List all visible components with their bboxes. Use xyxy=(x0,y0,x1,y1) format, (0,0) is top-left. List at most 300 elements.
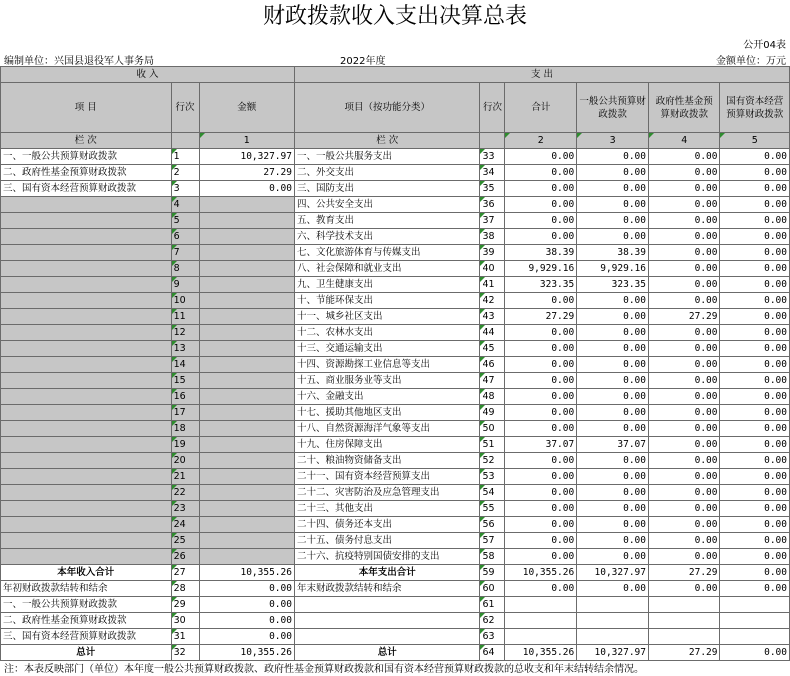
expense-item xyxy=(294,629,479,645)
income-item xyxy=(1,549,172,565)
income-seq: 4 xyxy=(171,197,199,213)
income-item xyxy=(1,245,172,261)
expense-amount-s: 0.00 xyxy=(720,645,790,661)
income-amount xyxy=(199,453,294,469)
table-row xyxy=(1,645,790,661)
table-row xyxy=(1,437,790,453)
table-row xyxy=(1,261,790,277)
expense-amount-s: 0.00 xyxy=(720,229,790,245)
page-title: 财政拨款收入支出决算总表 xyxy=(262,4,527,29)
income-seq: 13 xyxy=(171,341,199,357)
income-amount: 0.00 xyxy=(199,581,294,597)
expense-amount-f: 0.00 xyxy=(649,165,720,181)
expense-seq: 54 xyxy=(480,485,505,501)
expense-amount-t xyxy=(505,597,577,613)
expense-amount-s xyxy=(720,613,790,629)
expense-amount-g: 0.00 xyxy=(577,149,649,165)
expense-amount-t: 38.39 xyxy=(505,245,577,261)
expense-amount-t: 323.35 xyxy=(505,277,577,293)
income-amount xyxy=(199,469,294,485)
income-item xyxy=(1,405,172,421)
expense-amount-s: 0.00 xyxy=(720,437,790,453)
expense-amount-t: 0.00 xyxy=(505,421,577,437)
expense-amount-s: 0.00 xyxy=(720,501,790,517)
table-row xyxy=(1,325,790,341)
col-index-2: 2 xyxy=(505,133,577,149)
table-row xyxy=(1,181,790,197)
income-item xyxy=(1,533,172,549)
expense-amount-t: 0.00 xyxy=(505,341,577,357)
expense-amount-f: 0.00 xyxy=(649,325,720,341)
col-fund: 政府性基金预算财政拨款 xyxy=(649,83,720,133)
col-index-blank2 xyxy=(480,133,505,149)
expense-amount-t: 0.00 xyxy=(505,357,577,373)
income-item xyxy=(1,197,172,213)
income-item: 三、国有资本经营预算财政拨款 xyxy=(1,629,172,645)
expense-seq: 51 xyxy=(480,437,505,453)
income-amount xyxy=(199,373,294,389)
income-seq: 20 xyxy=(171,453,199,469)
income-seq: 17 xyxy=(171,405,199,421)
income-seq: 31 xyxy=(171,629,199,645)
income-amount: 10,327.97 xyxy=(199,149,294,165)
expense-amount-t: 0.00 xyxy=(505,229,577,245)
expense-amount-f: 0.00 xyxy=(649,261,720,277)
expense-amount-t: 0.00 xyxy=(505,485,577,501)
expense-amount-f: 27.29 xyxy=(649,645,720,661)
income-seq: 25 xyxy=(171,533,199,549)
table-row xyxy=(1,245,790,261)
expense-item: 九、卫生健康支出 xyxy=(294,277,479,293)
expense-amount-t: 0.00 xyxy=(505,181,577,197)
expense-amount-g: 0.00 xyxy=(577,309,649,325)
income-item xyxy=(1,373,172,389)
expense-amount-s: 0.00 xyxy=(720,197,790,213)
expense-seq: 53 xyxy=(480,469,505,485)
expense-amount-f: 0.00 xyxy=(649,373,720,389)
expense-amount-t: 0.00 xyxy=(505,517,577,533)
expense-amount-s: 0.00 xyxy=(720,165,790,181)
col-state: 国有资本经营预算财政拨款 xyxy=(720,83,790,133)
expense-item: 十一、城乡社区支出 xyxy=(294,309,479,325)
income-item: 本年收入合计 xyxy=(1,565,172,581)
table-row xyxy=(1,229,790,245)
expense-item: 总计 xyxy=(294,645,479,661)
expense-item: 六、科学技术支出 xyxy=(294,229,479,245)
expense-amount-s: 0.00 xyxy=(720,565,790,581)
expense-amount-f: 0.00 xyxy=(649,501,720,517)
expense-amount-g: 0.00 xyxy=(577,405,649,421)
income-seq: 8 xyxy=(171,261,199,277)
col-seq2: 行次 xyxy=(480,83,505,133)
table-row xyxy=(1,469,790,485)
income-amount xyxy=(199,549,294,565)
expense-amount-t: 0.00 xyxy=(505,325,577,341)
expense-item: 十六、金融支出 xyxy=(294,389,479,405)
expense-amount-t: 0.00 xyxy=(505,373,577,389)
expense-amount-t: 9,929.16 xyxy=(505,261,577,277)
expense-item: 十七、援助其他地区支出 xyxy=(294,405,479,421)
expense-amount-s: 0.00 xyxy=(720,261,790,277)
expense-seq: 43 xyxy=(480,309,505,325)
income-amount xyxy=(199,245,294,261)
expense-item: 十四、资源勘探工业信息等支出 xyxy=(294,357,479,373)
expense-amount-f: 0.00 xyxy=(649,149,720,165)
expense-amount-t: 10,355.26 xyxy=(505,645,577,661)
income-seq: 5 xyxy=(171,213,199,229)
col-index-label2: 栏 次 xyxy=(294,133,479,149)
expense-item: 十九、住房保障支出 xyxy=(294,437,479,453)
income-item xyxy=(1,485,172,501)
income-amount xyxy=(199,261,294,277)
expense-amount-g: 0.00 xyxy=(577,197,649,213)
expense-amount-t: 37.07 xyxy=(505,437,577,453)
expense-item xyxy=(294,597,479,613)
income-seq: 19 xyxy=(171,437,199,453)
income-item xyxy=(1,453,172,469)
col-index-blank xyxy=(171,133,199,149)
expense-amount-t: 0.00 xyxy=(505,405,577,421)
expense-amount-g: 9,929.16 xyxy=(577,261,649,277)
table-row xyxy=(1,389,790,405)
expense-amount-f: 0.00 xyxy=(649,293,720,309)
expense-item: 四、公共安全支出 xyxy=(294,197,479,213)
income-seq: 14 xyxy=(171,357,199,373)
income-amount: 27.29 xyxy=(199,165,294,181)
expense-seq: 59 xyxy=(480,565,505,581)
income-item xyxy=(1,517,172,533)
expense-amount-t: 0.00 xyxy=(505,581,577,597)
expense-seq: 62 xyxy=(480,613,505,629)
expense-amount-f: 0.00 xyxy=(649,405,720,421)
expense-seq: 64 xyxy=(480,645,505,661)
expense-amount-f: 0.00 xyxy=(649,357,720,373)
table-row xyxy=(1,309,790,325)
table-row xyxy=(1,453,790,469)
income-item xyxy=(1,213,172,229)
table-row xyxy=(1,581,790,597)
expense-amount-g xyxy=(577,613,649,629)
expense-item: 二十三、其他支出 xyxy=(294,501,479,517)
expense-amount-f: 27.29 xyxy=(649,309,720,325)
income-item xyxy=(1,341,172,357)
income-amount xyxy=(199,341,294,357)
col-item-func: 项目（按功能分类） xyxy=(294,83,479,133)
expense-item: 八、社会保障和就业支出 xyxy=(294,261,479,277)
table-code: 公开04表 xyxy=(743,40,786,51)
table-row xyxy=(1,149,790,165)
expense-seq: 44 xyxy=(480,325,505,341)
expense-amount-f: 0.00 xyxy=(649,277,720,293)
expense-amount-s: 0.00 xyxy=(720,341,790,357)
income-item: 一、一般公共预算财政拨款 xyxy=(1,149,172,165)
expense-amount-f: 0.00 xyxy=(649,581,720,597)
footnote: 注：本表反映部门（单位）本年度一般公共预算财政拨款、政府性基金预算财政拨款和国有资本经营预算财政拨款的总收支和年末结转结余情况。 xyxy=(4,664,644,675)
expense-amount-s: 0.00 xyxy=(720,421,790,437)
expense-amount-f: 0.00 xyxy=(649,229,720,245)
income-amount xyxy=(199,357,294,373)
expense-amount-g: 0.00 xyxy=(577,229,649,245)
expense-seq: 60 xyxy=(480,581,505,597)
income-amount: 0.00 xyxy=(199,629,294,645)
income-amount: 10,355.26 xyxy=(199,645,294,661)
expense-item: 一、一般公共服务支出 xyxy=(294,149,479,165)
expense-seq: 58 xyxy=(480,549,505,565)
income-item xyxy=(1,277,172,293)
expense-amount-s: 0.00 xyxy=(720,389,790,405)
expense-amount-g: 0.00 xyxy=(577,389,649,405)
expense-item: 二十二、灾害防治及应急管理支出 xyxy=(294,485,479,501)
income-seq: 9 xyxy=(171,277,199,293)
income-seq: 1 xyxy=(171,149,199,165)
expense-amount-s: 0.00 xyxy=(720,405,790,421)
expense-seq: 42 xyxy=(480,293,505,309)
expense-amount-g: 0.00 xyxy=(577,501,649,517)
expense-amount-f: 0.00 xyxy=(649,517,720,533)
expense-amount-f: 0.00 xyxy=(649,181,720,197)
expense-amount-g: 37.07 xyxy=(577,437,649,453)
expense-seq: 35 xyxy=(480,181,505,197)
expense-amount-t: 0.00 xyxy=(505,469,577,485)
table-row xyxy=(1,517,790,533)
income-amount xyxy=(199,389,294,405)
expense-item: 十八、自然资源海洋气象等支出 xyxy=(294,421,479,437)
income-amount: 0.00 xyxy=(199,613,294,629)
income-amount xyxy=(199,325,294,341)
expense-item: 二十一、国有资本经营预算支出 xyxy=(294,469,479,485)
expense-amount-g: 0.00 xyxy=(577,325,649,341)
income-seq: 23 xyxy=(171,501,199,517)
budget-table xyxy=(0,66,790,661)
expense-amount-f: 0.00 xyxy=(649,421,720,437)
income-item xyxy=(1,229,172,245)
income-item: 一、一般公共预算财政拨款 xyxy=(1,597,172,613)
table-row xyxy=(1,357,790,373)
expense-amount-f: 0.00 xyxy=(649,437,720,453)
expense-header: 支 出 xyxy=(294,67,789,83)
table-row xyxy=(1,293,790,309)
expense-seq: 47 xyxy=(480,373,505,389)
expense-seq: 48 xyxy=(480,389,505,405)
income-item xyxy=(1,469,172,485)
income-item xyxy=(1,437,172,453)
expense-amount-g: 0.00 xyxy=(577,469,649,485)
income-seq: 7 xyxy=(171,245,199,261)
table-row xyxy=(1,165,790,181)
expense-amount-g: 10,327.97 xyxy=(577,645,649,661)
expense-item: 本年支出合计 xyxy=(294,565,479,581)
expense-amount-t xyxy=(505,629,577,645)
expense-amount-s xyxy=(720,629,790,645)
expense-amount-t: 0.00 xyxy=(505,293,577,309)
table-row xyxy=(1,421,790,437)
income-item: 三、国有资本经营预算财政拨款 xyxy=(1,181,172,197)
income-seq: 12 xyxy=(171,325,199,341)
expense-amount-g: 0.00 xyxy=(577,421,649,437)
income-amount xyxy=(199,213,294,229)
col-index-5: 5 xyxy=(720,133,790,149)
income-item: 二、政府性基金预算财政拨款 xyxy=(1,165,172,181)
income-amount xyxy=(199,485,294,501)
table-row xyxy=(1,629,790,645)
expense-seq: 55 xyxy=(480,501,505,517)
expense-seq: 41 xyxy=(480,277,505,293)
income-item xyxy=(1,357,172,373)
unit-label: 金额单位：万元 xyxy=(716,56,786,67)
expense-amount-s: 0.00 xyxy=(720,293,790,309)
income-seq: 2 xyxy=(171,165,199,181)
table-row xyxy=(1,373,790,389)
income-amount xyxy=(199,197,294,213)
income-item: 年初财政拨款结转和结余 xyxy=(1,581,172,597)
income-item xyxy=(1,309,172,325)
table-row xyxy=(1,549,790,565)
expense-amount-g xyxy=(577,629,649,645)
expense-amount-t: 0.00 xyxy=(505,197,577,213)
expense-amount-t: 0.00 xyxy=(505,389,577,405)
income-amount xyxy=(199,293,294,309)
expense-amount-f: 0.00 xyxy=(649,197,720,213)
table-row xyxy=(1,405,790,421)
expense-seq: 63 xyxy=(480,629,505,645)
table-row xyxy=(1,213,790,229)
income-seq: 10 xyxy=(171,293,199,309)
expense-seq: 46 xyxy=(480,357,505,373)
expense-amount-t: 0.00 xyxy=(505,149,577,165)
income-amount: 0.00 xyxy=(199,181,294,197)
expense-item: 二十四、债务还本支出 xyxy=(294,517,479,533)
table-row xyxy=(1,501,790,517)
expense-seq: 38 xyxy=(480,229,505,245)
expense-amount-g: 0.00 xyxy=(577,213,649,229)
income-seq: 16 xyxy=(171,389,199,405)
expense-seq: 37 xyxy=(480,213,505,229)
income-amount xyxy=(199,277,294,293)
income-amount xyxy=(199,229,294,245)
expense-amount-f xyxy=(649,613,720,629)
income-amount xyxy=(199,517,294,533)
col-item: 项 目 xyxy=(1,83,172,133)
expense-amount-s: 0.00 xyxy=(720,213,790,229)
expense-amount-g: 0.00 xyxy=(577,581,649,597)
income-item: 二、政府性基金预算财政拨款 xyxy=(1,613,172,629)
expense-item: 三、国防支出 xyxy=(294,181,479,197)
expense-amount-t: 0.00 xyxy=(505,533,577,549)
income-seq: 24 xyxy=(171,517,199,533)
expense-amount-g: 323.35 xyxy=(577,277,649,293)
col-amount: 金额 xyxy=(199,83,294,133)
org-label: 编制单位：兴国县退役军人事务局 xyxy=(4,56,154,67)
expense-item: 年末财政拨款结转和结余 xyxy=(294,581,479,597)
income-item xyxy=(1,293,172,309)
col-total: 合计 xyxy=(505,83,577,133)
expense-item xyxy=(294,613,479,629)
income-item xyxy=(1,325,172,341)
income-seq: 15 xyxy=(171,373,199,389)
expense-amount-f: 0.00 xyxy=(649,341,720,357)
col-seq: 行次 xyxy=(171,83,199,133)
expense-amount-s: 0.00 xyxy=(720,181,790,197)
expense-amount-g: 0.00 xyxy=(577,453,649,469)
expense-item: 十、节能环保支出 xyxy=(294,293,479,309)
expense-item: 五、教育支出 xyxy=(294,213,479,229)
expense-amount-s: 0.00 xyxy=(720,453,790,469)
expense-amount-g: 0.00 xyxy=(577,165,649,181)
expense-seq: 57 xyxy=(480,533,505,549)
expense-item: 二十六、抗疫特别国债安排的支出 xyxy=(294,549,479,565)
expense-amount-s: 0.00 xyxy=(720,149,790,165)
expense-amount-g: 0.00 xyxy=(577,533,649,549)
income-seq: 18 xyxy=(171,421,199,437)
expense-amount-f: 0.00 xyxy=(649,453,720,469)
expense-amount-s: 0.00 xyxy=(720,517,790,533)
expense-item: 二十五、债务付息支出 xyxy=(294,533,479,549)
income-seq: 32 xyxy=(171,645,199,661)
expense-amount-t: 27.29 xyxy=(505,309,577,325)
year-label: 2022年度 xyxy=(340,56,386,67)
expense-amount-g: 38.39 xyxy=(577,245,649,261)
col-index-1: 1 xyxy=(199,133,294,149)
table-row xyxy=(1,597,790,613)
expense-amount-t: 10,355.26 xyxy=(505,565,577,581)
expense-seq: 52 xyxy=(480,453,505,469)
expense-amount-f: 0.00 xyxy=(649,485,720,501)
table-row xyxy=(1,485,790,501)
expense-amount-g: 0.00 xyxy=(577,373,649,389)
expense-amount-s: 0.00 xyxy=(720,469,790,485)
table-row xyxy=(1,277,790,293)
income-item: 总计 xyxy=(1,645,172,661)
expense-amount-t: 0.00 xyxy=(505,501,577,517)
expense-amount-t: 0.00 xyxy=(505,213,577,229)
col-index-3: 3 xyxy=(577,133,649,149)
expense-seq: 45 xyxy=(480,341,505,357)
expense-amount-s: 0.00 xyxy=(720,533,790,549)
income-seq: 30 xyxy=(171,613,199,629)
expense-amount-t: 0.00 xyxy=(505,549,577,565)
income-header: 收 入 xyxy=(1,67,295,83)
expense-amount-s: 0.00 xyxy=(720,245,790,261)
income-amount xyxy=(199,437,294,453)
expense-item: 二十、粮油物资储备支出 xyxy=(294,453,479,469)
expense-amount-g: 0.00 xyxy=(577,181,649,197)
expense-seq: 40 xyxy=(480,261,505,277)
income-item xyxy=(1,261,172,277)
expense-item: 二、外交支出 xyxy=(294,165,479,181)
expense-seq: 61 xyxy=(480,597,505,613)
col-general: 一般公共预算财政拨款 xyxy=(577,83,649,133)
col-index-4: 4 xyxy=(649,133,720,149)
income-seq: 27 xyxy=(171,565,199,581)
income-seq: 26 xyxy=(171,549,199,565)
expense-amount-t xyxy=(505,613,577,629)
expense-seq: 56 xyxy=(480,517,505,533)
expense-amount-s: 0.00 xyxy=(720,309,790,325)
expense-amount-g: 0.00 xyxy=(577,341,649,357)
expense-seq: 50 xyxy=(480,421,505,437)
table-row xyxy=(1,197,790,213)
expense-amount-f: 0.00 xyxy=(649,549,720,565)
expense-seq: 39 xyxy=(480,245,505,261)
income-seq: 22 xyxy=(171,485,199,501)
income-amount xyxy=(199,421,294,437)
col-index-label: 栏 次 xyxy=(1,133,172,149)
expense-amount-f: 0.00 xyxy=(649,245,720,261)
expense-amount-f xyxy=(649,629,720,645)
income-seq: 29 xyxy=(171,597,199,613)
expense-amount-g: 0.00 xyxy=(577,485,649,501)
income-seq: 3 xyxy=(171,181,199,197)
